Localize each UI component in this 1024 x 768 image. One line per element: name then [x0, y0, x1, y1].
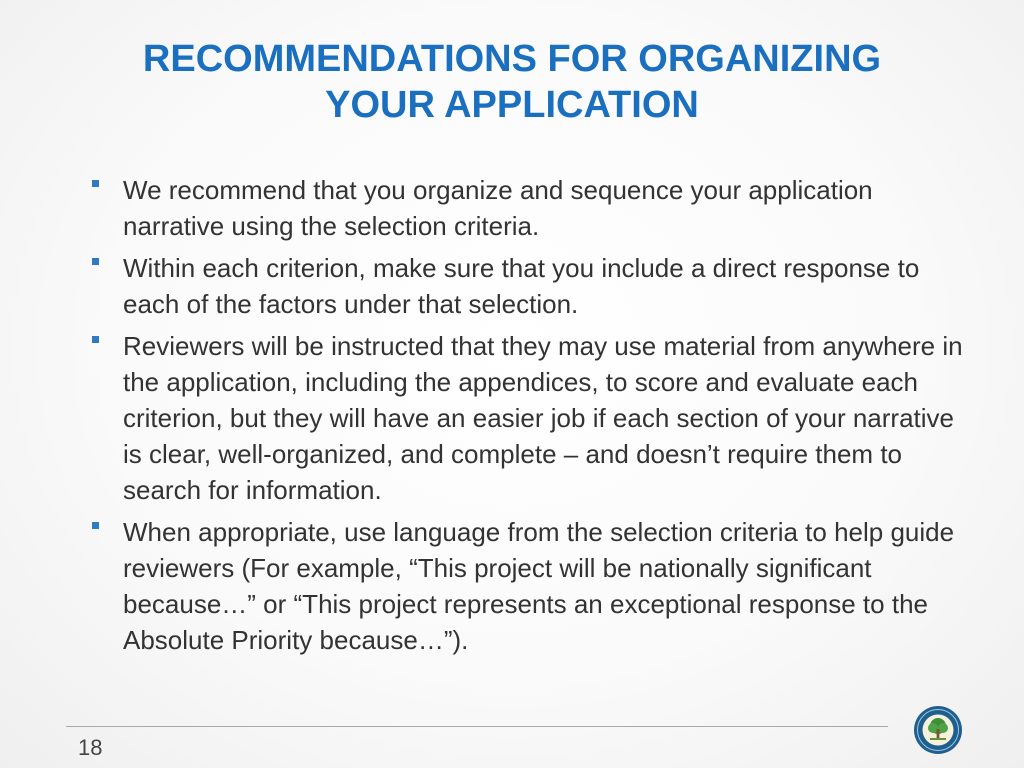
slide-title-line-2: YOUR APPLICATION [325, 84, 699, 126]
bullet-text: Reviewers will be instructed that they may use material from anywhere in the application, including the appendices, to score and evaluate each criterion, but they will have an easier job if each section of your narrative is clear, well-organized, and complete – and doesn’t require them to search for information. [123, 331, 963, 505]
square-bullet-icon [92, 258, 99, 265]
bullet-item-4 [88, 514, 968, 658]
square-bullet-icon [92, 180, 99, 187]
bullet-item-3 [88, 328, 968, 508]
bullet-text: Within each criterion, make sure that you include a direct response to each of the factors under that selection. [123, 253, 920, 319]
slide-title-line-1: RECOMMENDATIONS FOR ORGANIZING [142, 38, 882, 80]
bullet-item-2 [88, 250, 968, 322]
bullet-list [88, 172, 968, 664]
footer-divider [66, 726, 888, 727]
square-bullet-icon [92, 336, 99, 343]
slide-title [60, 36, 964, 128]
page-number: 18 [78, 735, 103, 760]
square-bullet-icon [92, 522, 99, 529]
department-seal-icon [913, 705, 963, 755]
bullet-item-1 [88, 172, 968, 244]
bullet-text: We recommend that you organize and sequence your application narrative using the selection criteria. [123, 175, 873, 241]
bullet-text: When appropriate, use language from the selection criteria to help guide reviewers (For example, “This project will be nationally significant because…” or “This project represents an exceptional response to the Absolute Priority because…”). [123, 517, 955, 655]
